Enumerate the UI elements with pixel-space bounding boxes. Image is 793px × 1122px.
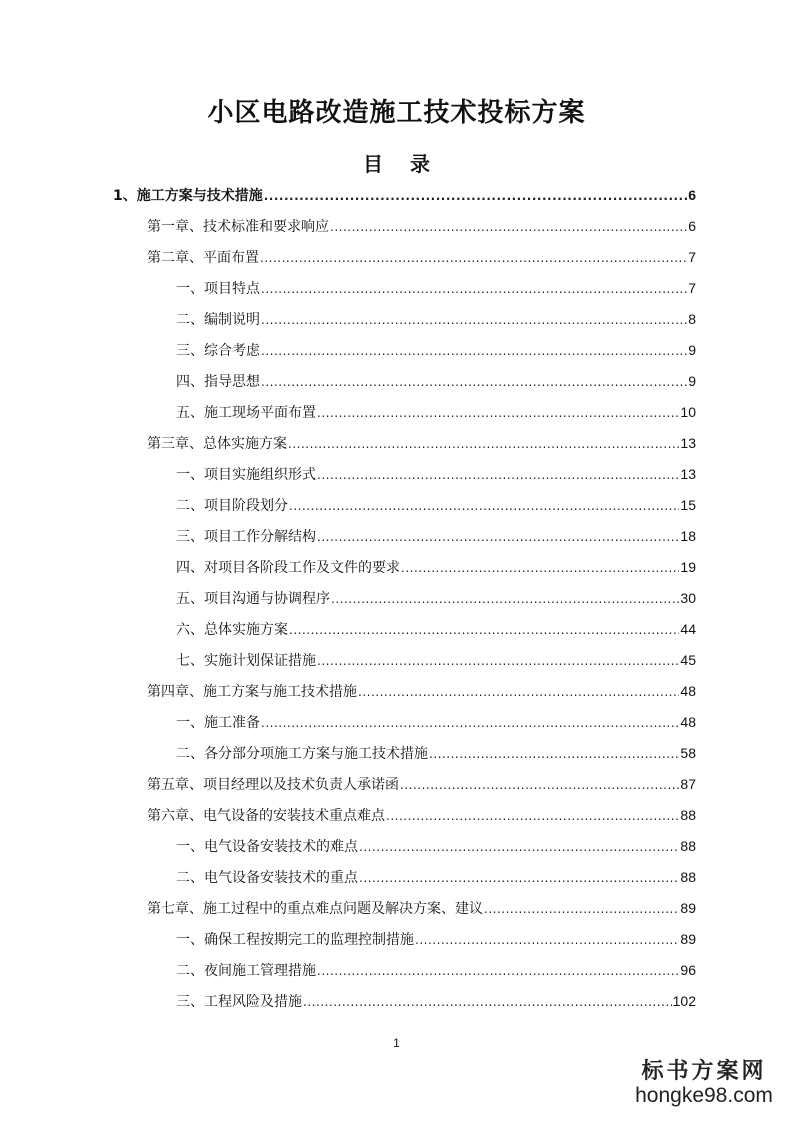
toc-dot-leader [261,278,687,300]
page-number: 1 [393,1036,400,1050]
toc-entry-page-number: 44 [680,621,696,637]
toc-dot-leader [317,526,679,548]
toc-entry-label: 六、总体实施方案 [176,622,288,638]
toc-entry[interactable] [176,587,696,609]
toc-dot-leader [359,867,679,889]
toc-entry-page-number: 19 [680,559,696,575]
toc-entry[interactable] [147,432,696,454]
toc-entry[interactable] [176,928,696,950]
toc-entry-page-number: 96 [680,962,696,978]
toc-entry[interactable] [176,401,696,423]
toc-dot-leader [303,991,672,1013]
toc-entry-page-number: 18 [680,528,696,544]
toc-entry-page-number: 7 [688,280,696,296]
toc-dot-leader [317,960,679,982]
toc-entry-page-number: 6 [688,218,696,234]
toc-entry-page-number: 7 [688,249,696,265]
toc-dot-leader [288,433,679,455]
toc-entry-label: 第一章、技术标准和要求响应 [147,219,329,235]
toc-entry-page-number: 13 [680,466,696,482]
toc-dot-leader [264,185,687,207]
toc-dot-leader [261,371,687,393]
toc-dot-leader [415,929,679,951]
toc-dot-leader [261,712,679,734]
toc-entry[interactable] [176,525,696,547]
toc-entry[interactable] [176,494,696,516]
toc-entry-page-number: 88 [680,838,696,854]
toc-entry[interactable] [147,773,696,795]
toc-dot-leader [429,743,679,765]
toc-dot-leader [317,402,679,424]
toc-entry[interactable] [176,742,696,764]
toc-entry[interactable] [176,835,696,857]
toc-entry[interactable] [176,308,696,330]
toc-heading-left: 目 [363,152,384,176]
toc-entry[interactable] [176,277,696,299]
toc-entry[interactable] [176,618,696,640]
toc-dot-leader [331,588,679,610]
toc-dot-leader [289,495,679,517]
toc-entry-label: 第三章、总体实施方案 [147,436,287,452]
toc-entry-page-number: 15 [680,497,696,513]
toc-entry-label: 第五章、项目经理以及技术负责人承诺函 [147,777,399,793]
toc-entry[interactable] [176,556,696,578]
toc-entry-label: 一、确保工程按期完工的监理控制措施 [176,932,414,948]
toc-dot-leader [261,309,687,331]
toc-entry-page-number: 9 [688,373,696,389]
toc-dot-leader [484,898,679,920]
toc-entry[interactable] [147,215,696,237]
document-title: 小区电路改造施工技术投标方案 [207,98,586,128]
toc-entry-label: 第四章、施工方案与施工技术措施 [147,684,357,700]
toc-entry-page-number: 6 [688,187,696,203]
toc-dot-leader [317,650,679,672]
toc-entry-label: 第二章、平面布置 [147,250,259,266]
toc-entry[interactable] [176,370,696,392]
toc-entry-page-number: 58 [680,745,696,761]
toc-entry[interactable] [147,897,696,919]
watermark-logo [629,1058,779,1108]
toc-entry-label: 二、各分部分项施工方案与施工技术措施 [176,746,428,762]
toc-entry-label: 二、编制说明 [176,312,260,328]
toc-heading-right: 录 [409,152,430,176]
toc-entry-page-number: 88 [680,807,696,823]
watermark-chinese: 标书方案网 [641,1058,767,1084]
toc-entry-page-number: 9 [688,342,696,358]
toc-entry[interactable] [147,246,696,268]
toc-entry-label: 一、项目实施组织形式 [176,467,316,483]
toc-entry-page-number: 10 [680,404,696,420]
toc-dot-leader [359,836,679,858]
toc-dot-leader [317,464,679,486]
toc-entry-label: 三、工程风险及措施 [176,994,302,1010]
toc-entry-label: 一、电气设备安装技术的难点 [176,839,358,855]
toc-entry[interactable] [176,959,696,981]
toc-entry-label: 五、项目沟通与协调程序 [176,591,330,607]
toc-entry-label: 七、实施计划保证措施 [176,653,316,669]
toc-dot-leader [386,805,679,827]
toc-entry[interactable] [176,990,696,1012]
toc-entry-page-number: 89 [680,900,696,916]
toc-entry-label: 五、施工现场平面布置 [176,405,316,421]
toc-entry-page-number: 8 [688,311,696,327]
toc-entry-label: 四、指导思想 [176,374,260,390]
toc-entry[interactable] [147,804,696,826]
toc-dot-leader [260,247,687,269]
toc-entry-label: 三、综合考虑 [176,343,260,359]
toc-entry-label: 1、施工方案与技术措施 [113,188,263,204]
toc-heading [0,148,793,177]
watermark-domain: hongke98.com [635,1084,773,1107]
toc-entry-label: 二、项目阶段划分 [176,498,288,514]
toc-entry[interactable] [176,649,696,671]
toc-dot-leader [401,557,679,579]
toc-entry[interactable] [147,680,696,702]
toc-entry-page-number: 88 [680,869,696,885]
toc-entry[interactable] [176,711,696,733]
toc-entry-page-number: 48 [680,683,696,699]
toc-entry-label: 二、电气设备安装技术的重点 [176,870,358,886]
toc-entry-label: 一、项目特点 [176,281,260,297]
toc-entry[interactable] [113,184,696,206]
toc-entry[interactable] [176,339,696,361]
toc-entry[interactable] [176,463,696,485]
toc-dot-leader [261,340,687,362]
toc-entry-page-number: 13 [680,435,696,451]
toc-entry-page-number: 102 [672,993,696,1009]
toc-entry-label: 一、施工准备 [176,715,260,731]
toc-entry-label: 二、夜间施工管理措施 [176,963,316,979]
toc-entry-page-number: 45 [680,652,696,668]
toc-entry-label: 第七章、施工过程中的重点难点问题及解决方案、建议 [147,901,483,917]
toc-entry-page-number: 30 [680,590,696,606]
toc-entry-page-number: 87 [680,776,696,792]
toc-dot-leader [358,681,679,703]
toc-entry-page-number: 48 [680,714,696,730]
toc-entry-label: 三、项目工作分解结构 [176,529,316,545]
toc-entry-label: 第六章、电气设备的安装技术重点难点 [147,808,385,824]
toc-entry-page-number: 89 [680,931,696,947]
toc-entry[interactable] [176,866,696,888]
toc-dot-leader [400,774,679,796]
toc-dot-leader [289,619,679,641]
toc-dot-leader [330,216,687,238]
toc-entry-label: 四、对项目各阶段工作及文件的要求 [176,560,400,576]
